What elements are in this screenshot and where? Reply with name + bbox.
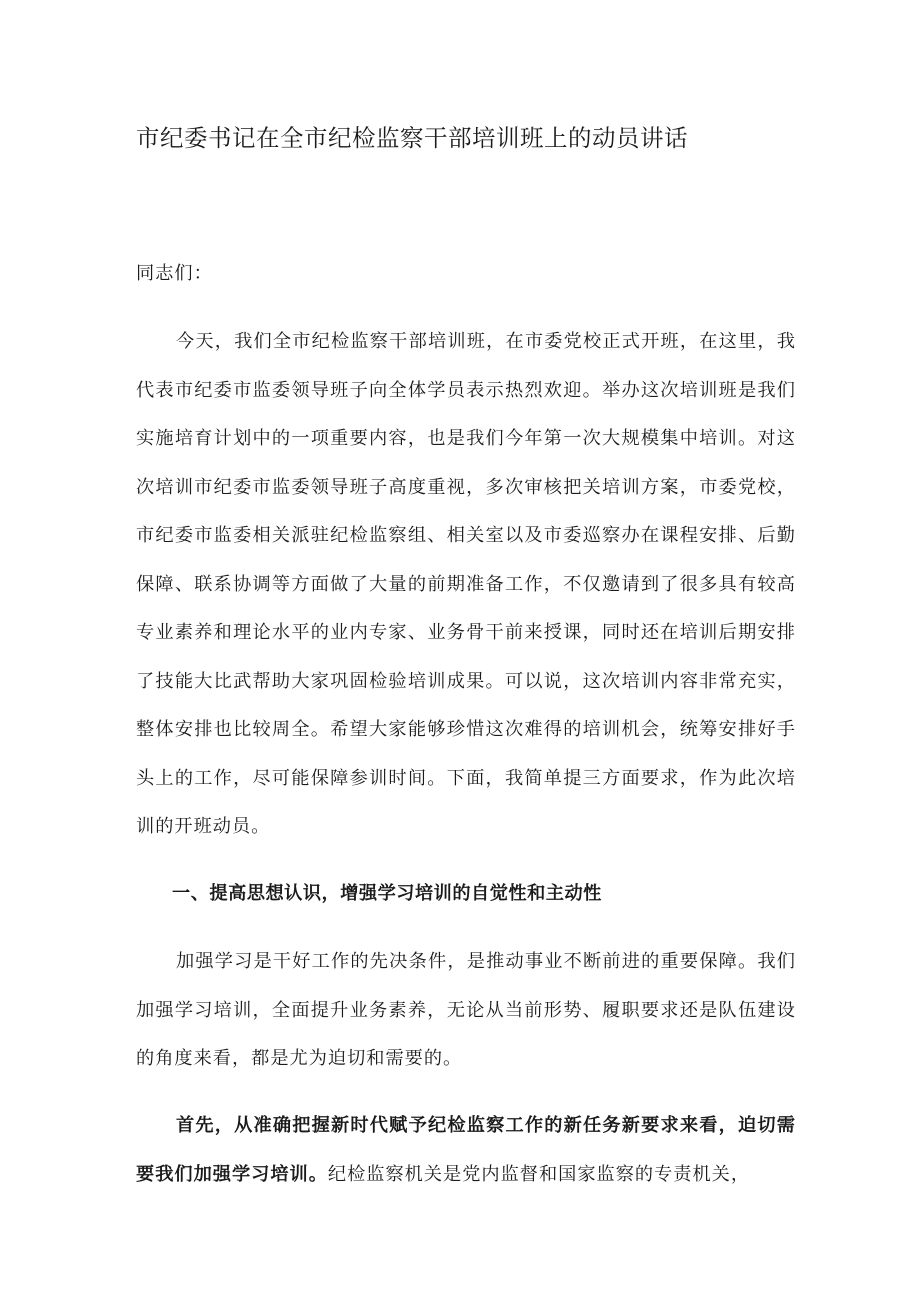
paragraph-first-point bbox=[136, 1102, 796, 1199]
paragraph-first-point-rest: 纪检监察机关是党内监督和国家监察的专责机关， bbox=[327, 1163, 751, 1185]
salutation: 同志们： bbox=[136, 263, 213, 284]
paragraph-first-point-lead: 首先，从准确把握新时代赋予纪检监察工作的新任务新要求来看，迫切需要我们加强学习培训。 bbox=[136, 1115, 796, 1185]
document-title: 市纪委书记在全市纪检监察干部培训班上的动员讲话 bbox=[136, 124, 688, 152]
section-heading-1: 一、提高思想认识，增强学习培训的自觉性和主动性 bbox=[172, 883, 602, 904]
paragraph-opening: 今天，我们全市纪检监察干部培训班，在市委党校正式开班，在这里，我代表市纪委市监委领导班子向全体学员表示热烈欢迎。举办这次培训班是我们实施培育计划中的一项重要内容，也是我们今年第一次大规模集中培训。对这次培训市纪委市监委领导班子高度重视，多次审核把关培训方案，市委党校，市纪委市监委相关派驻纪检监察组、相关室以及市委巡察办在课程安排、后勤保障、联系协调等方面做了大量的前期准备工作，不仅邀请到了很多具有较高专业素养和理论水平的业内专家、业务骨干前来授课，同时还在培训后期安排了技能大比武帮助大家巩固检验培训成果。可以说，这次培训内容非常充实，整体安排也比较周全。希望大家能够珍惜这次难得的培训机会，统筹安排好手头上的工作，尽可能保障参训时间。下面，我简单提三方面要求，作为此次培训的开班动员。 bbox=[136, 331, 796, 837]
paragraph-learning: 加强学习是干好工作的先决条件，是推动事业不断前进的重要保障。我们加强学习培训，全面提升业务素养，无论从当前形势、履职要求还是队伍建设的角度来看，都是尤为迫切和需要的。 bbox=[136, 951, 796, 1069]
